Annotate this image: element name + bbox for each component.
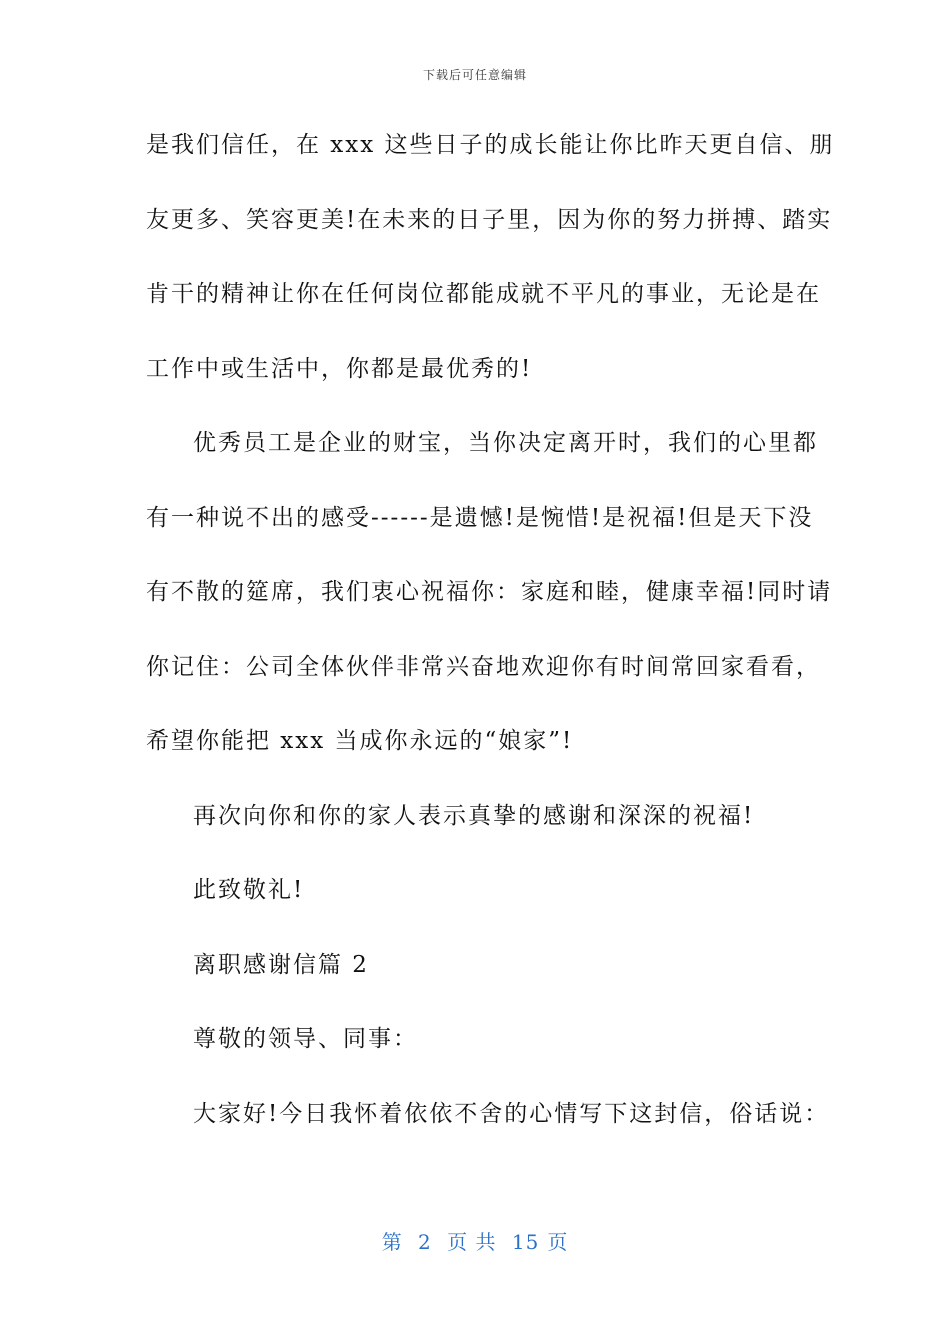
text-line: 有不散的筵席，我们衷心祝福你：家庭和睦，健康幸福!同时请 xyxy=(146,579,833,605)
text-line: 友更多、笑容更美!在未来的日子里，因为你的努力拼搏、踏实 xyxy=(146,206,833,233)
text-line: 有一种说不出的感受------是遗憾!是惋惜!是祝福!但是天下没 xyxy=(146,504,814,531)
text-line: 是我们信任，在 xxx 这些日子的成长能让你比昨天更自信、朋 xyxy=(146,132,835,158)
paragraph-start-line: 大家好!今日我怀着依依不舍的心情写下这封信，俗话说： xyxy=(193,1100,830,1127)
text-line: 希望你能把 xxx 当成你永远的“娘家”! xyxy=(146,728,574,754)
section-title: 离职感谢信篇 2 xyxy=(193,951,369,978)
closing-salutation: 此致敬礼! xyxy=(193,877,305,903)
footer-prefix: 第 xyxy=(381,1230,403,1254)
paragraph-start-line: 再次向你和你的家人表示真挚的感谢和深深的祝福! xyxy=(193,802,755,829)
page-header-note: 下载后可任意编辑 xyxy=(422,68,527,82)
text-line: 工作中或生活中，你都是最优秀的! xyxy=(146,355,533,382)
footer-suffix: 页 xyxy=(547,1230,569,1254)
page-number-footer xyxy=(0,1226,950,1255)
letter-greeting: 尊敬的领导、同事： xyxy=(193,1026,418,1052)
paragraph-start-line: 优秀员工是企业的财宝，当你决定离开时，我们的心里都 xyxy=(193,430,818,456)
footer-middle: 页 共 xyxy=(447,1230,497,1254)
footer-total-pages: 15 xyxy=(511,1230,540,1254)
text-line: 肯干的精神让你在任何岗位都能成就不平凡的事业，无论是在 xyxy=(146,281,821,307)
document-body xyxy=(146,124,835,1167)
text-line: 你记住：公司全体伙伴非常兴奋地欢迎你有时间常回家看看， xyxy=(146,653,821,680)
footer-page-number: 2 xyxy=(418,1230,432,1254)
